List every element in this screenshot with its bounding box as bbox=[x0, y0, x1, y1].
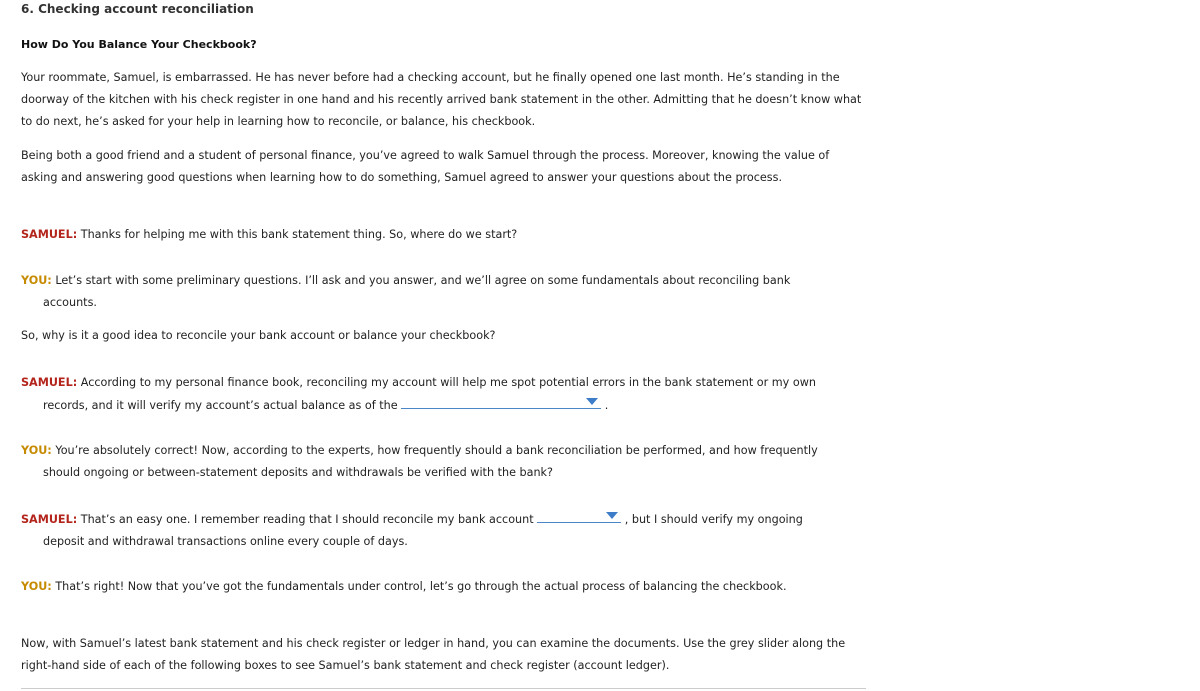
dialog-samuel-3 bbox=[21, 508, 821, 553]
dialog-text: , but I should verify my ongoing deposit and withdrawal transactions online every couple of days. bbox=[43, 513, 803, 548]
speaker-label-samuel: SAMUEL: bbox=[21, 376, 78, 389]
dialog-you-1-followup bbox=[21, 325, 821, 347]
intro-paragraph-1: Your roommate, Samuel, is embarrassed. He has never before had a checking account, but he finally opened one last month. He’s standing in the doorway of the kitchen with his check register in one hand and his recently arrived bank statement in the other. Admitting that he doesn’t know what to do next, he’s asked for your help in learning how to reconcile, or balance, his checkbook. bbox=[21, 71, 862, 128]
speaker-label-you: YOU: bbox=[21, 444, 52, 457]
question-title: 6. Checking account reconciliation bbox=[21, 2, 254, 16]
speaker-label-samuel: SAMUEL: bbox=[21, 228, 78, 241]
chevron-down-icon[interactable] bbox=[586, 398, 598, 405]
dialog-you-3 bbox=[21, 576, 821, 598]
dialog-text: That’s an easy one. I remember reading that I should reconcile my bank account bbox=[80, 513, 534, 526]
dialog-text: Let’s start with some preliminary questions. I’ll ask and you answer, and we’ll agree on some fundamentals about reconciling bank accounts. bbox=[43, 274, 791, 309]
dialog-text: . bbox=[604, 399, 609, 412]
dialog-text: So, why is it a good idea to reconcile your bank account or balance your checkbook? bbox=[21, 329, 496, 342]
dialog-samuel-2 bbox=[21, 372, 821, 417]
chevron-down-icon[interactable] bbox=[606, 512, 618, 519]
intro-paragraph-2: Being both a good friend and a student of personal finance, you’ve agreed to walk Samuel through the process. Moreover, knowing the value of asking and answering good questions when learning how to do something, Samuel agreed to answer your questions about the process. bbox=[21, 149, 830, 184]
reconcile-frequency-dropdown[interactable] bbox=[537, 508, 621, 523]
outro-paragraph: Now, with Samuel’s latest bank statement and his check register or ledger in hand, you can examine the documents. Use the grey slider along the right-hand side of each of the following boxes to see Samuel’s bank statement and check register (account ledger). bbox=[21, 637, 846, 672]
dialog-text: Thanks for helping me with this bank statement thing. So, where do we start? bbox=[80, 228, 518, 241]
speaker-label-you: YOU: bbox=[21, 580, 52, 593]
speaker-label-you: YOU: bbox=[21, 274, 52, 287]
section-divider bbox=[21, 688, 866, 689]
dialog-text: According to my personal finance book, reconciling my account will help me spot potential errors in the bank statement or my own records, and it will verify my account’s actual balance as of the bbox=[43, 376, 816, 412]
dialog-text: You’re absolutely correct! Now, according to the experts, how frequently should a bank reconciliation be performed, and how frequently should ongoing or between-statement deposits and withdrawals be verified with the bank? bbox=[43, 444, 818, 479]
section-heading: How Do You Balance Your Checkbook? bbox=[21, 38, 257, 51]
dialog-text: That’s right! Now that you’ve got the fundamentals under control, let’s go through the actual process of balancing the checkbook. bbox=[55, 580, 787, 593]
dialog-you-1 bbox=[21, 270, 821, 314]
dialog-samuel-1 bbox=[21, 224, 821, 246]
speaker-label-samuel: SAMUEL: bbox=[21, 513, 78, 526]
dialog-you-2 bbox=[21, 440, 821, 484]
statement-date-dropdown[interactable] bbox=[401, 394, 601, 409]
